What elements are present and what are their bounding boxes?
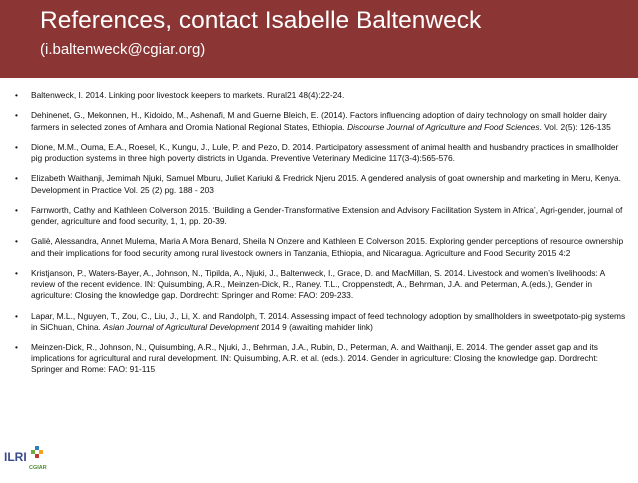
bullet-icon: • xyxy=(15,342,18,352)
reference-item xyxy=(12,268,626,302)
bullet-icon: • xyxy=(15,173,18,184)
ilri-logo-text: ILRI xyxy=(4,450,27,464)
reference-text: Lapar, M.L., Nguyen, T., Zou, C., Liu, J., Li, X. and Randolph, T. 2014. Assessing impact of feed technology adoption by smallholders in sweetpotato-pig systems in SiChuan, China. Asian Journal of Agricultural Development 2014 9 (awaiting mahider link) xyxy=(31,310,626,332)
reference-item xyxy=(12,173,626,195)
reference-text: Galiè, Alessandra, Annet Mulema, Maria A Mora Benard, Sheila N Onzere and Kathleen E Colverson 2015. Exploring gender perceptions of resource ownership and their implications for food security among rural livestock owners in Tanzania, Ethiopia, and Nicaragua. Agriculture and Food Security 2015 4:2 xyxy=(31,236,624,258)
bullet-icon: • xyxy=(15,236,18,247)
ilri-cgiar-logo-icon xyxy=(2,440,64,478)
bullet-icon: • xyxy=(15,204,18,215)
bullet-icon: • xyxy=(15,267,18,278)
cgiar-logo-text: CGIAR xyxy=(29,465,47,471)
reference-text: Kristjanson, P., Waters-Bayer, A., Johnson, N., Tipilda, A., Njuki, J., Baltenweck, I., Grace, D. and MacMillan, S. 2014. Livestock and women’s livelihoods: A review of the recent evidence. IN: Quisumbing, A.R., Meinzen-Dick, R., Raney. T.L., Croppenstedt, A., Behrman, J.A. and Peterman, A.(eds.), Gender in agriculture: Closing the knowledge gap. Dordrecht: Springer and Rome: FAO: 209-233. xyxy=(31,267,605,301)
reference-text: Dione, M.M., Ouma, E.A., Roesel, K., Kungu, J., Lule, P. and Pezo, D. 2014. Participatory assessment of animal health and husbandry practices in smallholder pig production systems in three high poverty districts in Uganda. Preventive Veterinary Medicine 117(3-4):565-576. xyxy=(31,141,619,163)
reference-item xyxy=(12,142,626,164)
reference-list xyxy=(12,90,626,385)
journal-name: Asian Journal of Agricultural Development xyxy=(103,321,259,332)
reference-item xyxy=(12,205,626,227)
reference-item xyxy=(12,236,626,258)
reference-item xyxy=(12,110,626,132)
slide-title: References, contact Isabelle Baltenweck xyxy=(40,7,482,34)
journal-name: Discourse Journal of Agriculture and Food Sciences xyxy=(347,121,540,132)
title-banner xyxy=(0,0,638,78)
bullet-icon: • xyxy=(15,310,18,321)
reference-item xyxy=(12,311,626,333)
reference-text: Baltenweck, I. 2014. Linking poor livestock keepers to markets. Rural21 48(4):22-24. xyxy=(31,90,345,100)
reference-text: Dehinenet, G., Mekonnen, H., Kidoido, M., Ashenafi, M and Guerne Bleich, E. (2014). Factors influencing adoption of dairy technology on small holder dairy farmers in selected zones of Amhara and Oromia National Regional States, Ethiopia. Discourse Journal of Agriculture and Food Sciences. Vol. 2(5): 126-135 xyxy=(31,110,611,132)
reference-item xyxy=(12,342,626,376)
bullet-icon: • xyxy=(15,110,18,121)
bullet-icon: • xyxy=(15,90,18,100)
reference-text: Meinzen-Dick, R., Johnson, N., Quisumbing, A.R., Njuki, J., Behrman, J.A., Rubin, D., Peterman, A. and Waithanji, E. 2014. The gender asset gap and its implications for agricultural and rural development. IN: Quisumbing, A.R. et al. (eds.). 2014. Gender in agriculture: Closing the knowledge gap. Dordrecht: Springer and Rome: FAO: 91-115 xyxy=(31,342,598,375)
reference-item xyxy=(12,90,626,101)
reference-text: Farnworth, Cathy and Kathleen Colverson 2015. ‘Building a Gender-Transformative Extension and Advisory Facilitation System in Africa’, Agri-gender, journal of gender, agriculture and food security, 1, 1, pp. 20-39. xyxy=(31,204,623,226)
bullet-icon: • xyxy=(15,141,18,152)
reference-text: Elizabeth Waithanji, Jemimah Njuki, Samuel Mburu, Juliet Kariuki & Fredrick Njeru 2015. A gendered analysis of goat ownership and marketing in Meru, Kenya. Development in Practice Vol. 25 (2) pg. 188 - 203 xyxy=(31,173,621,195)
contact-email: (i.baltenweck@cgiar.org) xyxy=(40,41,206,58)
